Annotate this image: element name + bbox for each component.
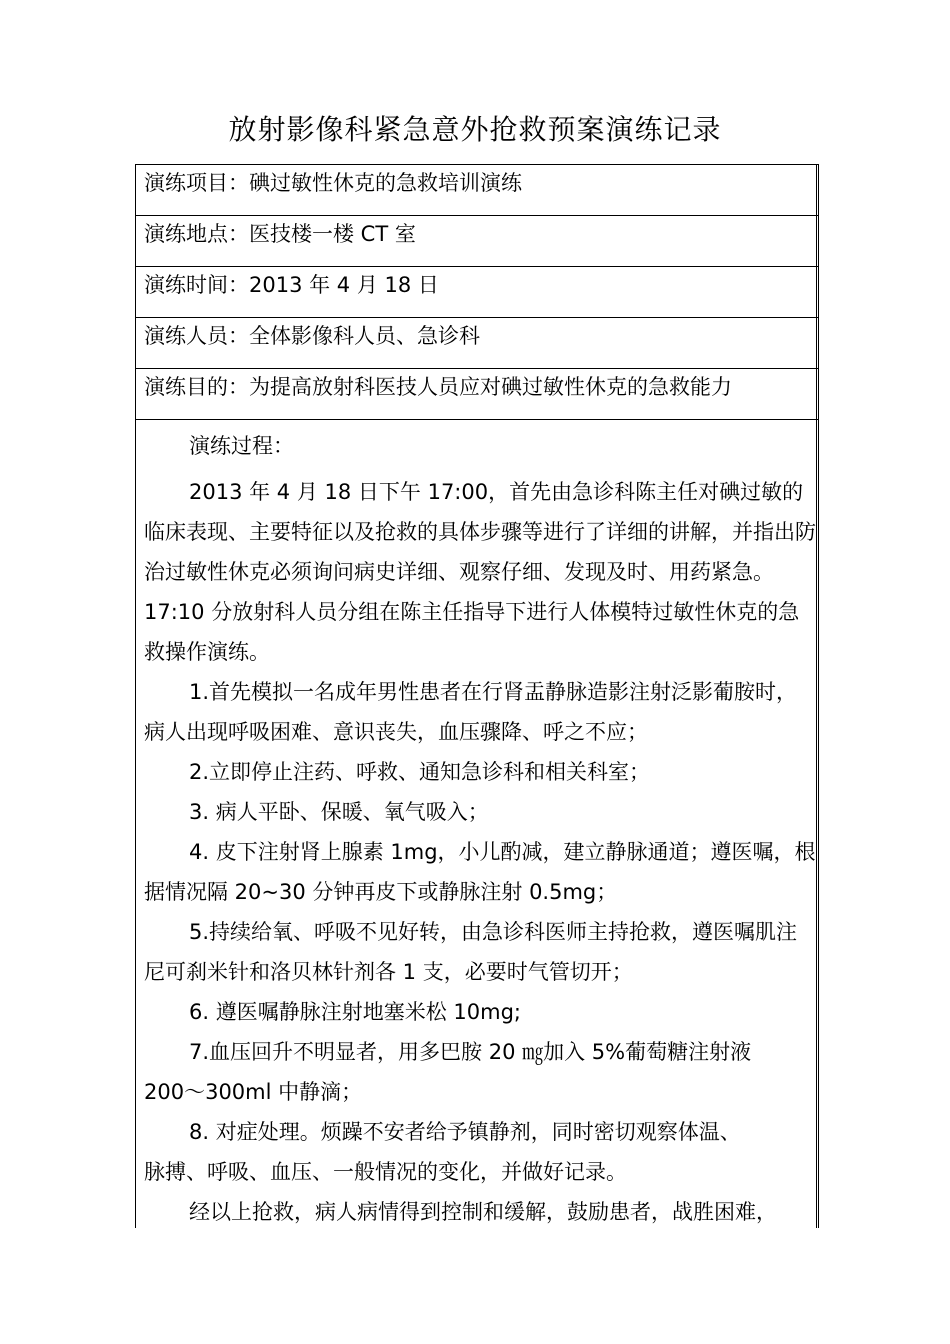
process-step: 3. 病人平卧、保暖、氧气吸入； [189, 800, 489, 824]
field-value: 2013 年 4 月 18 日 [249, 273, 439, 297]
field-row-location [136, 216, 818, 267]
process-step: 7.血压回升不明显者，用多巴胺 20 ㎎加入 5%葡萄糖注射液 [189, 1040, 752, 1064]
field-label: 演练地点： [144, 222, 249, 246]
field-value: 为提高放射科医技人员应对碘过敏性休克的急救能力 [249, 375, 732, 399]
document-title: 放射影像科紧急意外抢救预案演练记录 [228, 113, 722, 146]
field-row-purpose [136, 369, 818, 420]
field-label: 演练时间： [144, 273, 249, 297]
field-row-project [136, 165, 818, 216]
process-step: 5.持续给氧、呼吸不见好转，由急诊科医师主持抢救，遵医嘱肌注尼可刹米针和洛贝林针剂各 1 支，必要时气管切开； [144, 920, 798, 984]
field-value: 碘过敏性休克的急救培训演练 [249, 171, 522, 195]
process-step: 6. 遵医嘱静脉注射地塞米松 10mg; [189, 1000, 521, 1024]
field-row-time [136, 267, 818, 318]
process-step: 200～300ml 中静滴； [144, 1080, 363, 1104]
field-value: 全体影像科人员、急诊科 [249, 324, 480, 348]
field-label: 演练目的： [144, 375, 249, 399]
process-step: 4. 皮下注射肾上腺素 1mg，小儿酌减，建立静脉通道；遵医嘱，根据情况隔 20~30 分钟再皮下或静脉注射 0.5mg； [144, 840, 816, 904]
process-step: 2.立即停止注药、呼救、通知急诊科和相关科室； [189, 760, 651, 784]
process-step: 经以上抢救，病人病情得到控制和缓解，鼓励患者，战胜困难， [189, 1200, 777, 1224]
field-value: 医技楼一楼 CT 室 [249, 222, 416, 246]
process-section [136, 420, 818, 1232]
process-step: 8. 对症处理。烦躁不安者给予镇静剂，同时密切观察体温、 [189, 1120, 741, 1144]
field-row-personnel [136, 318, 818, 369]
process-intro: 2013 年 4 月 18 日下午 17:00，首先由急诊科陈主任对碘过敏的临床表现、主要特征以及抢救的具体步骤等进行了详细的讲解，并指出防治过敏性休克必须询问病史详细、观察仔细、发现及时、用药紧急。17:10 分放射科人员分组在陈主任指导下进行人体模特过敏性休克的急救操作演练。 [144, 480, 816, 664]
field-label: 演练人员： [144, 324, 249, 348]
field-label: 演练项目： [144, 171, 249, 195]
process-step: 脉搏、呼吸、血压、一般情况的变化，并做好记录。 [144, 1160, 627, 1184]
record-table [135, 164, 819, 1228]
process-step: 1.首先模拟一名成年男性患者在行肾盂静脉造影注射泛影葡胺时，病人出现呼吸困难、意识丧失，血压骤降、呼之不应； [144, 680, 798, 744]
process-heading: 演练过程： [189, 434, 294, 458]
